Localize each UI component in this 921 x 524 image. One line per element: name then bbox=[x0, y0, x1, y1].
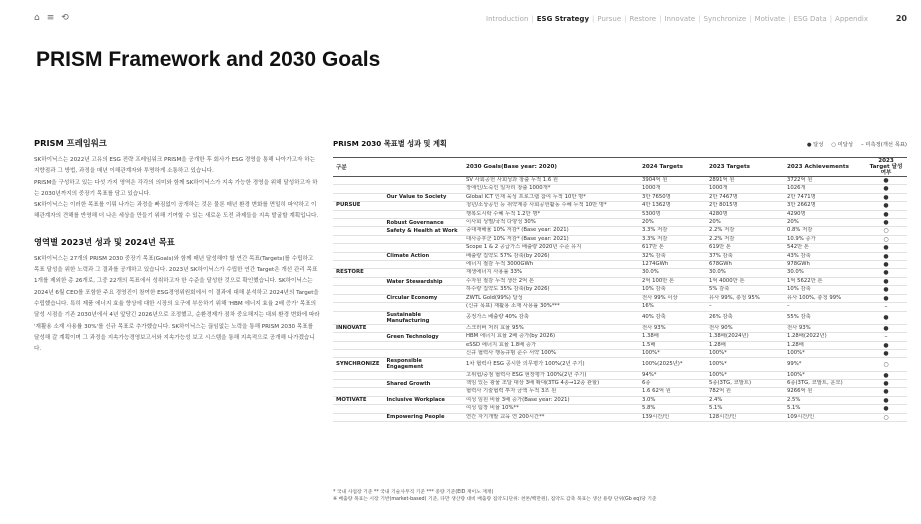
target-2024-cell: 100%* bbox=[639, 349, 706, 357]
footnote: ※ 배출량 목표는 시장 기반(market-based) 기준, 다만 생산량 대비 배출량 집약도(단위: 천톤/백만원), 집약도 감축 목표는 생산 용량 단위(Gb eq)당 기준 bbox=[333, 497, 657, 502]
table-row bbox=[333, 303, 907, 311]
table-row bbox=[333, 388, 907, 396]
achievement-2023-cell: 전사 93% bbox=[784, 324, 865, 332]
target-2023-cell: 2.2% 저감 bbox=[706, 227, 784, 235]
subcategory-cell: Sustainable Manufacturing bbox=[383, 311, 463, 324]
subcategory-cell: Green Technology bbox=[383, 333, 463, 341]
table-row bbox=[333, 371, 907, 379]
table-row bbox=[333, 396, 907, 404]
target-2024-cell: 30.0% bbox=[639, 269, 706, 277]
achievement-2023-cell: 43% 감축 bbox=[784, 252, 865, 260]
status-cell: ● bbox=[865, 388, 907, 396]
subcategory-cell bbox=[383, 210, 463, 218]
target-2023-cell: 100%* bbox=[706, 358, 784, 371]
category-cell bbox=[333, 244, 383, 252]
header-2024-targets: 2024 Targets bbox=[639, 158, 706, 177]
achievement-2023-cell: 2.5% bbox=[784, 396, 865, 404]
page-title: PRISM Framework and 2030 Goals bbox=[36, 48, 381, 71]
target-2023-cell: – bbox=[706, 303, 784, 311]
status-cell: ● bbox=[865, 379, 907, 387]
subcategory-cell: Water Stewardship bbox=[383, 277, 463, 285]
nav-separator: | bbox=[624, 15, 627, 23]
target-2024-cell: 전사 99% 이상 bbox=[639, 294, 706, 302]
goal-cell: 여성 임원 비율 3배 증가(Base year: 2021) bbox=[463, 396, 639, 404]
achievement-2023-cell: 6종(3TG, 코발트, 운모) bbox=[784, 379, 865, 387]
table-row bbox=[333, 261, 907, 269]
target-2023-cell: 2.4% bbox=[706, 396, 784, 404]
header-2023-achievements: 2023 Achievements bbox=[784, 158, 865, 177]
paragraph: SK하이닉스는 이러한 목표를 이뤄 나가는 과정을 빠짐없이 공개하는 것은 물론 매년 환경 변화를 면밀히 파악하고 이해관계자의 견해를 반영해 더 나은 세상을 만들기 위해 기여할 수 있는 새로운 도전 과제들을 지속 발굴할 계획입니다. bbox=[34, 202, 319, 220]
category-cell bbox=[333, 311, 383, 324]
category-cell bbox=[333, 193, 383, 201]
target-2023-cell: 1.28배 bbox=[706, 341, 784, 349]
achievement-2023-cell: 1026개 bbox=[784, 185, 865, 193]
goal-cell: 스크러버 처리 효율 95% bbox=[463, 324, 639, 332]
status-cell: ● bbox=[865, 252, 907, 260]
subcategory-cell: Empowering People bbox=[383, 413, 463, 421]
goal-cell: 하수량 집약도 35% 감축(by 2026) bbox=[463, 286, 639, 294]
target-2024-cell: 1.5배 bbox=[639, 341, 706, 349]
status-cell: ● bbox=[865, 261, 907, 269]
table-row bbox=[333, 210, 907, 218]
table-row bbox=[333, 277, 907, 285]
back-icon[interactable]: ⟲ bbox=[61, 13, 69, 23]
header-status: 2023 Target 달성여부 bbox=[865, 158, 907, 177]
subcategory-cell bbox=[383, 324, 463, 332]
category-cell: INNOVATE bbox=[333, 324, 383, 332]
table-row bbox=[333, 202, 907, 210]
status-cell: ● bbox=[865, 269, 907, 277]
status-cell: ● bbox=[865, 396, 907, 404]
target-2024-cell: 3.3% 저감 bbox=[639, 235, 706, 243]
table-row bbox=[333, 379, 907, 387]
target-2024-cell: 3만 7650명 bbox=[639, 193, 706, 201]
category-cell: MOTIVATE bbox=[333, 396, 383, 404]
legend-achieved: ● 달성 bbox=[806, 142, 824, 148]
header-subcategory bbox=[383, 158, 463, 177]
achievement-2023-cell: 55% 감축 bbox=[784, 311, 865, 324]
target-2023-cell: 782억 원 bbox=[706, 388, 784, 396]
nav-item-synchronize[interactable]: Synchronize bbox=[703, 15, 747, 23]
achievement-2023-cell: 10% 감축 bbox=[784, 286, 865, 294]
header-category: 구분 bbox=[333, 158, 383, 177]
category-cell bbox=[333, 371, 383, 379]
category-cell bbox=[333, 219, 383, 227]
table-row bbox=[333, 252, 907, 260]
table-row bbox=[333, 405, 907, 413]
goal-cell: 신규 협력사 행동규범 준수 서약 100% bbox=[463, 349, 639, 357]
target-2024-cell: 전사 93% bbox=[639, 324, 706, 332]
achievement-2023-cell: 1.28배(2022년) bbox=[784, 333, 865, 341]
legend-not-achieved: ○ 미달성 bbox=[831, 142, 854, 148]
category-cell: SYNCHRONIZE bbox=[333, 358, 383, 371]
page-number: 20 bbox=[895, 14, 907, 23]
category-cell bbox=[333, 277, 383, 285]
paragraph: PRISM을 구성하고 있는 다섯 가지 영역은 각각의 의미와 함께 SK하이닉스가 지속 가능한 경영을 위해 달성하고자 하는 2030년까지의 중장기 목표를 담고 있습니다. bbox=[34, 179, 318, 197]
target-2023-cell: 1억 4000만 톤 bbox=[706, 277, 784, 285]
legend bbox=[807, 140, 907, 148]
table-row bbox=[333, 311, 907, 324]
achievement-2023-cell: 2만 7471명 bbox=[784, 193, 865, 201]
achievement-2023-cell: 20% bbox=[784, 219, 865, 227]
table-row bbox=[333, 333, 907, 341]
status-cell: ● bbox=[865, 185, 907, 193]
target-2024-cell: 2억 100만 톤 bbox=[639, 277, 706, 285]
goal-cell: (신규 목표) 재활용 소재 사용률 30%*** bbox=[463, 303, 639, 311]
achievement-2023-cell: 99%* bbox=[784, 358, 865, 371]
subcategory-cell bbox=[383, 261, 463, 269]
section-heading-prism: PRISM 프레임워크 bbox=[34, 138, 107, 148]
category-cell bbox=[333, 185, 383, 193]
goal-cell: 장애인/노숙인 일자리 창출 1000개* bbox=[463, 185, 639, 193]
table-row bbox=[333, 358, 907, 371]
subcategory-cell: Shared Growth bbox=[383, 379, 463, 387]
target-2023-cell: 유사 99%, 충청 95% bbox=[706, 294, 784, 302]
target-2023-cell: 5종(3TG, 코발트) bbox=[706, 379, 784, 387]
category-cell bbox=[333, 210, 383, 218]
target-2023-cell: 37% 감축 bbox=[706, 252, 784, 260]
goal-cell: HBM 에너지 효율 2배 증가(by 2026) bbox=[463, 333, 639, 341]
nav-separator: | bbox=[659, 15, 662, 23]
category-cell bbox=[333, 349, 383, 357]
goal-cell: 공정가스 배출량 40% 감축 bbox=[463, 311, 639, 324]
goal-cell: 청년/소상공인 등 취약계층 사회공헌활동 수혜 누적 10만 명* bbox=[463, 202, 639, 210]
home-icon[interactable]: ⌂ bbox=[34, 13, 40, 23]
table-row bbox=[333, 193, 907, 201]
target-2024-cell: 16% bbox=[639, 303, 706, 311]
target-2023-cell: 4280명 bbox=[706, 210, 784, 218]
goal-cell: 중대재해율 10% 저감* (Base year: 2021) bbox=[463, 227, 639, 235]
subcategory-cell: Climate Action bbox=[383, 252, 463, 260]
target-2024-cell: 5.8% bbox=[639, 405, 706, 413]
status-cell: ● bbox=[865, 277, 907, 285]
header-2023-targets: 2023 Targets bbox=[706, 158, 784, 177]
target-2023-cell: 128시간/인 bbox=[706, 413, 784, 421]
goal-cell: 협력사 기술협력 투자 금액 누적 3조 원 bbox=[463, 388, 639, 396]
table-row bbox=[333, 219, 907, 227]
subcategory-cell bbox=[383, 349, 463, 357]
subcategory-cell bbox=[383, 185, 463, 193]
achievement-2023-cell: 109시간/인 bbox=[784, 413, 865, 421]
subcategory-cell bbox=[383, 388, 463, 396]
subcategory-cell bbox=[383, 341, 463, 349]
target-2023-cell: 1.38배(2024년) bbox=[706, 333, 784, 341]
table-row bbox=[333, 185, 907, 193]
achievement-2023-cell: 100%* bbox=[784, 371, 865, 379]
subcategory-cell bbox=[383, 286, 463, 294]
target-2024-cell: 94%* bbox=[639, 371, 706, 379]
status-cell: ● bbox=[865, 294, 907, 302]
table-row bbox=[333, 324, 907, 332]
target-2024-cell: 1.6 62억 원 bbox=[639, 388, 706, 396]
target-2024-cell: 1274GWh bbox=[639, 261, 706, 269]
target-2023-cell: 전사 90% bbox=[706, 324, 784, 332]
nav-item-esg-strategy[interactable]: ESG Strategy bbox=[536, 15, 590, 23]
category-cell: RESTORE bbox=[333, 269, 383, 277]
goal-cell: 행복도시락 수혜 누적 1.2만 명* bbox=[463, 210, 639, 218]
target-2023-cell: 2891억 원 bbox=[706, 177, 784, 185]
goals-table-section bbox=[333, 137, 907, 422]
subcategory-cell bbox=[383, 303, 463, 311]
nav-separator: | bbox=[592, 15, 595, 23]
nav-item-esg-data[interactable]: ESG Data bbox=[793, 15, 827, 23]
target-2024-cell: 10% 감축 bbox=[639, 286, 706, 294]
target-2023-cell: 100%* bbox=[706, 349, 784, 357]
achievement-2023-cell: 10.9% 증가 bbox=[784, 235, 865, 243]
status-cell: ● bbox=[865, 177, 907, 185]
status-cell: ● bbox=[865, 193, 907, 201]
goal-cell: 에너지 절감 누적 3000GWh bbox=[463, 261, 639, 269]
menu-icon[interactable]: ≡ bbox=[46, 13, 55, 23]
nav-item-appendix[interactable]: Appendix bbox=[835, 15, 868, 23]
category-cell bbox=[333, 303, 383, 311]
category-cell bbox=[333, 235, 383, 243]
target-2024-cell: 3.3% 저감 bbox=[639, 227, 706, 235]
goal-cell: 고위험/중점 협력사 ESG 현장평가 100%(2년 주기) bbox=[463, 371, 639, 379]
status-cell: ● bbox=[865, 405, 907, 413]
table-row bbox=[333, 294, 907, 302]
achievement-2023-cell: 9266억 원 bbox=[784, 388, 865, 396]
subcategory-cell: Circular Economy bbox=[383, 294, 463, 302]
table-row bbox=[333, 413, 907, 421]
category-cell bbox=[333, 333, 383, 341]
goals-table bbox=[333, 157, 907, 422]
table-row bbox=[333, 349, 907, 357]
category-cell bbox=[333, 413, 383, 421]
nav-separator: | bbox=[788, 15, 791, 23]
category-cell bbox=[333, 252, 383, 260]
target-2023-cell: 678GWh bbox=[706, 261, 784, 269]
status-cell: ● bbox=[865, 210, 907, 218]
status-cell: ● bbox=[865, 349, 907, 357]
achievement-2023-cell: 유사 100%, 충청 99% bbox=[784, 294, 865, 302]
target-2024-cell: 3904억 원 bbox=[639, 177, 706, 185]
subcategory-cell bbox=[383, 177, 463, 185]
status-cell: ● bbox=[865, 324, 907, 332]
status-cell: ● bbox=[865, 286, 907, 294]
table-row bbox=[333, 269, 907, 277]
target-2023-cell: 1000개 bbox=[706, 185, 784, 193]
legend-not-measured: – 미측정(개선 목표) bbox=[861, 142, 907, 148]
nav-item-pursue[interactable]: Pursue bbox=[597, 15, 622, 23]
target-2023-cell: 2.2% 저감 bbox=[706, 235, 784, 243]
target-2023-cell: 100%* bbox=[706, 371, 784, 379]
status-cell: ● bbox=[865, 311, 907, 324]
subcategory-cell bbox=[383, 371, 463, 379]
target-2024-cell: 6종 bbox=[639, 379, 706, 387]
goal-cell: Scope 1 & 2 공급가스 배출량 2020년 수준 유지 bbox=[463, 244, 639, 252]
goal-cell: ZWTL Gold(99%) 달성 bbox=[463, 294, 639, 302]
category-cell bbox=[333, 405, 383, 413]
target-2023-cell: 20% bbox=[706, 219, 784, 227]
table-row bbox=[333, 235, 907, 243]
status-cell: ● bbox=[865, 341, 907, 349]
status-cell: ○ bbox=[865, 358, 907, 371]
status-cell: ● bbox=[865, 219, 907, 227]
target-2023-cell: 5.1% bbox=[706, 405, 784, 413]
status-cell: ● bbox=[865, 244, 907, 252]
section-nav bbox=[483, 15, 871, 23]
subcategory-cell: Responsible Engagement bbox=[383, 358, 463, 371]
goal-cell: 책임 있는 광물 조달 대상 3배 확대(3TG 4종→12종 관할) bbox=[463, 379, 639, 387]
subcategory-cell: Inclusive Workplace bbox=[383, 396, 463, 404]
goal-cell: 재생에너지 사용률 33% bbox=[463, 269, 639, 277]
table-row bbox=[333, 341, 907, 349]
goal-cell: Global ICT 인재 육성 프로그램 참여 누적 10만 명* bbox=[463, 193, 639, 201]
goal-cell: 1차 협력사 ESG 공시한 의무평가 100%(2년 주기) bbox=[463, 358, 639, 371]
footnotes bbox=[333, 489, 903, 503]
subcategory-cell: Safety & Health at Work bbox=[383, 227, 463, 235]
target-2023-cell: 26% 감축 bbox=[706, 311, 784, 324]
target-2023-cell: 2만 7467명 bbox=[706, 193, 784, 201]
goal-cell: 이사회 성별/국적 다양성 30% bbox=[463, 219, 639, 227]
nav-item-introduction[interactable]: Introduction bbox=[486, 15, 529, 23]
achievement-2023-cell: 5.1% bbox=[784, 405, 865, 413]
status-cell: ● bbox=[865, 202, 907, 210]
target-2023-cell: 619만 톤 bbox=[706, 244, 784, 252]
table-row bbox=[333, 244, 907, 252]
table-row bbox=[333, 227, 907, 235]
target-2024-cell: 40% 감축 bbox=[639, 311, 706, 324]
subcategory-cell bbox=[383, 202, 463, 210]
target-2023-cell: 2만 8015명 bbox=[706, 202, 784, 210]
achievement-2023-cell: 978GWh bbox=[784, 261, 865, 269]
target-2024-cell: 32% 감축 bbox=[639, 252, 706, 260]
table-header-row bbox=[333, 158, 907, 177]
goal-cell: 수자원 절감 누적 생산 2억 톤 bbox=[463, 277, 639, 285]
target-2023-cell: 5% 감축 bbox=[706, 286, 784, 294]
footnote: * 국내 사업장 기준 ** 국내 기술사무직 기준 *** 중량 기준(EID 재이노 재재) bbox=[333, 490, 494, 495]
subcategory-cell bbox=[383, 405, 463, 413]
goal-cell: 여성 팀장 비율 10%** bbox=[463, 405, 639, 413]
target-2024-cell: 4만 1362명 bbox=[639, 202, 706, 210]
left-column bbox=[34, 137, 320, 355]
goal-cell: 대사증후군 10% 저감* (Base year: 2021) bbox=[463, 235, 639, 243]
target-2024-cell: 20% bbox=[639, 219, 706, 227]
achievement-2023-cell: 30.0% bbox=[784, 269, 865, 277]
category-cell bbox=[333, 227, 383, 235]
status-cell: ● bbox=[865, 371, 907, 379]
paragraph: SK하이닉스는 27개의 PRISM 2030 중장기 목표(Goals)와 함께 매년 달성해야 할 연간 목표(Targets)를 수립하고 목표 달성을 위한 노력과 그 결과를 공개하고 있습니다. 2023년 SK하이닉스가 수립한 연간 Target은 개선 관리 목표 1개를 제외한 총 26개로, 그중 22개의 목표에서 성취하고자 한 수준을 달성한 것으로 확인했습니다. SK하이닉스는 2024년 6월 CEO를 포함한 주요 경영진이 참여한 ESG경영위원회에서 이 결과에 대해 분석하고 2024년의 Target을 수립했습니다. 특히 제품 에너지 효율 향상에 대한 시장의 요구에 부응하기 위해 'HBM 에너지 효율 2배 증가' 목표의 달성 시점을 기존 2030년에서 4년 앞당긴 2026년으로 조정했고, 순환경제가 점차 중요해지는 대외 환경 변화에 따라 '재활용 소재 사용률 30%'를 신규 목표로 추가했습니다. SK하이닉스는 끊임없는 노력을 통해 PRISM 2030 목표를 달성해 갈 계획이며 그 과정을 지속가능경영보고서와 지속가능성 보고 시스템을 통해 지속적으로 공개해 나가겠습니다. bbox=[34, 255, 320, 353]
category-cell bbox=[333, 261, 383, 269]
status-cell: ○ bbox=[865, 413, 907, 421]
goal-cell: 연간 자기개발 교육 연 200시간** bbox=[463, 413, 639, 421]
achievement-2023-cell: 542만 톤 bbox=[784, 244, 865, 252]
status-cell: ○ bbox=[865, 235, 907, 243]
category-cell bbox=[333, 379, 383, 387]
subcategory-cell bbox=[383, 235, 463, 243]
status-cell: – bbox=[865, 303, 907, 311]
top-icons bbox=[34, 13, 69, 23]
nav-separator: | bbox=[749, 15, 752, 23]
header-goals: 2030 Goals(Base year: 2020) bbox=[463, 158, 639, 177]
target-2024-cell: 139시간/인 bbox=[639, 413, 706, 421]
achievement-2023-cell: – bbox=[784, 303, 865, 311]
top-navigation-bar bbox=[0, 0, 921, 36]
subcategory-cell bbox=[383, 269, 463, 277]
status-cell: – bbox=[865, 333, 907, 341]
category-cell bbox=[333, 294, 383, 302]
target-2024-cell: 100%(2025년)* bbox=[639, 358, 706, 371]
paragraph: SK하이닉스는 2022년 고유의 ESG 전략 프레임워크 PRISM을 공개한 후 회사가 ESG 경영을 통해 나아가고자 하는 지향점과 그 방법, 과정을 매년 이해관계자와 투명하게 소통하고 있습니다. bbox=[34, 157, 316, 175]
achievement-2023-cell: 3만 2662명 bbox=[784, 202, 865, 210]
nav-separator: | bbox=[531, 15, 534, 23]
achievement-2023-cell: 1억 5622만 톤 bbox=[784, 277, 865, 285]
target-2024-cell: 617만 톤 bbox=[639, 244, 706, 252]
nav-item-restore[interactable]: Restore bbox=[629, 15, 657, 23]
section-heading-performance: 영역별 2023년 성과 및 2024년 목표 bbox=[34, 236, 175, 247]
subcategory-cell: Robust Governance bbox=[383, 219, 463, 227]
target-2024-cell: 1.38배 bbox=[639, 333, 706, 341]
category-cell bbox=[333, 341, 383, 349]
subcategory-cell bbox=[383, 244, 463, 252]
target-2024-cell: 1000개 bbox=[639, 185, 706, 193]
target-2023-cell: 30.0% bbox=[706, 269, 784, 277]
table-row bbox=[333, 286, 907, 294]
category-cell bbox=[333, 286, 383, 294]
nav-item-motivate[interactable]: Motivate bbox=[754, 15, 786, 23]
target-2024-cell: 5300명 bbox=[639, 210, 706, 218]
category-cell bbox=[333, 177, 383, 185]
achievement-2023-cell: 1.28배 bbox=[784, 341, 865, 349]
nav-separator: | bbox=[698, 15, 701, 23]
goal-cell: 배출량 집약도 57% 감축(by 2026) bbox=[463, 252, 639, 260]
subcategory-cell: Our Value to Society bbox=[383, 193, 463, 201]
status-cell: ○ bbox=[865, 227, 907, 235]
nav-separator: | bbox=[829, 15, 833, 23]
achievement-2023-cell: 3722억 원 bbox=[784, 177, 865, 185]
goal-cell: eSSD 에너지 효율 1.8배 증가 bbox=[463, 341, 639, 349]
achievement-2023-cell: 100%* bbox=[784, 349, 865, 357]
table-title: PRISM 2030 목표별 성과 및 계획 bbox=[333, 139, 447, 148]
category-cell: PURSUE bbox=[333, 202, 383, 210]
target-2024-cell: 3.0% bbox=[639, 396, 706, 404]
table-row bbox=[333, 177, 907, 185]
achievement-2023-cell: 4290명 bbox=[784, 210, 865, 218]
nav-item-innovate[interactable]: Innovate bbox=[664, 15, 696, 23]
achievement-2023-cell: 0.8% 저감 bbox=[784, 227, 865, 235]
goal-cell: SV 사회공헌 사회성과 창출 누적 1.6 원 bbox=[463, 177, 639, 185]
category-cell bbox=[333, 388, 383, 396]
